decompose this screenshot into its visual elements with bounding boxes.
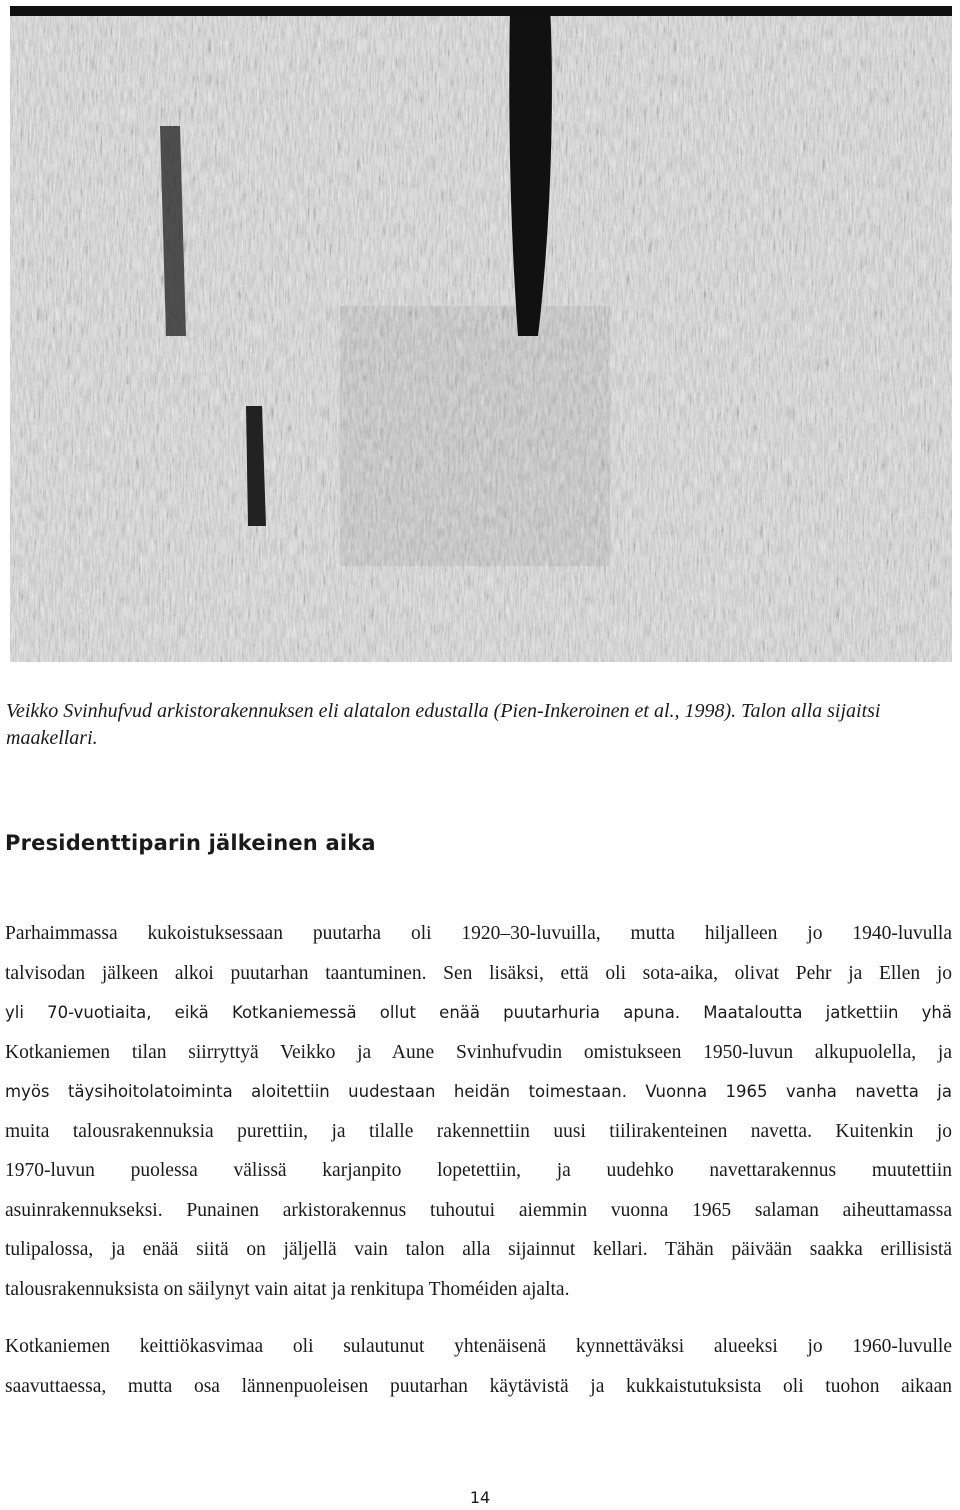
photo-illustration [10, 6, 952, 662]
section-heading: Presidenttiparin jälkeinen aika [5, 831, 376, 855]
text-line: talousrakennuksista on säilynyt vain aitat ja renkitupa Thoméiden ajalta. [5, 1278, 570, 1300]
text-line: myös täysihoitolatoiminta aloitettiin uudestaan heidän toimestaan. Vuonna 1965 vanha navetta ja [5, 1082, 952, 1101]
text-line: saavuttaessa, mutta osa lännenpuoleisen puutarhan käytävistä ja kukkaistutuksista oli tuohon aikaan [5, 1375, 952, 1397]
text-line: Kotkaniemen keittiökasvimaa oli sulautunut yhtenäisenä kynnettäväksi alueeksi jo 1960-luvulle [5, 1336, 952, 1357]
text-line: muita talousrakennuksia purettiin, ja tilalle rakennettiin uusi tiilirakenteinen navetta. Kuitenkin jo [5, 1120, 952, 1142]
text-line: 1970-luvun puolessa välissä karjanpito lopetettiin, ja uudehko navettarakennus muutettiin [5, 1160, 952, 1181]
body-paragraph-1 [5, 914, 952, 1309]
text-line: yli 70-vuotiaita, eikä Kotkaniemessä ollut enää puutarhuria apuna. Maataloutta jatkettiin yhä [5, 1003, 952, 1022]
text-line: talvisodan jälkeen alkoi puutarhan taantuminen. Sen lisäksi, että oli sota-aika, olivat Pehr ja Ellen jo [5, 962, 952, 984]
page-number: 14 [469, 1488, 491, 1507]
archive-building-photo [10, 6, 952, 662]
body-paragraph-2 [5, 1327, 952, 1406]
text-line: asuinrakennukseksi. Punainen arkistorakennus tuhoutui aiemmin vuonna 1965 salaman aiheuttamassa [5, 1199, 952, 1221]
photo-caption: Veikko Svinhufvud arkistorakennuksen eli alatalon edustalla (Pien-Inkeroinen et al., 1998). Talon alla sijaitsi maakellari. [6, 700, 881, 749]
text-line: Kotkaniemen tilan siirryttyä Veikko ja Aune Svinhufvudin omistukseen 1950-luvun alkupuolella, ja [5, 1041, 952, 1063]
text-line: Parhaimmassa kukoistuksessaan puutarha oli 1920–30-luvuilla, mutta hiljalleen jo 1940-luvulla [5, 923, 952, 944]
text-line: tulipalossa, ja enää siitä on jäljellä vain talon alla sijainnut kellari. Tähän päivään saakka erillisistä [5, 1239, 952, 1260]
